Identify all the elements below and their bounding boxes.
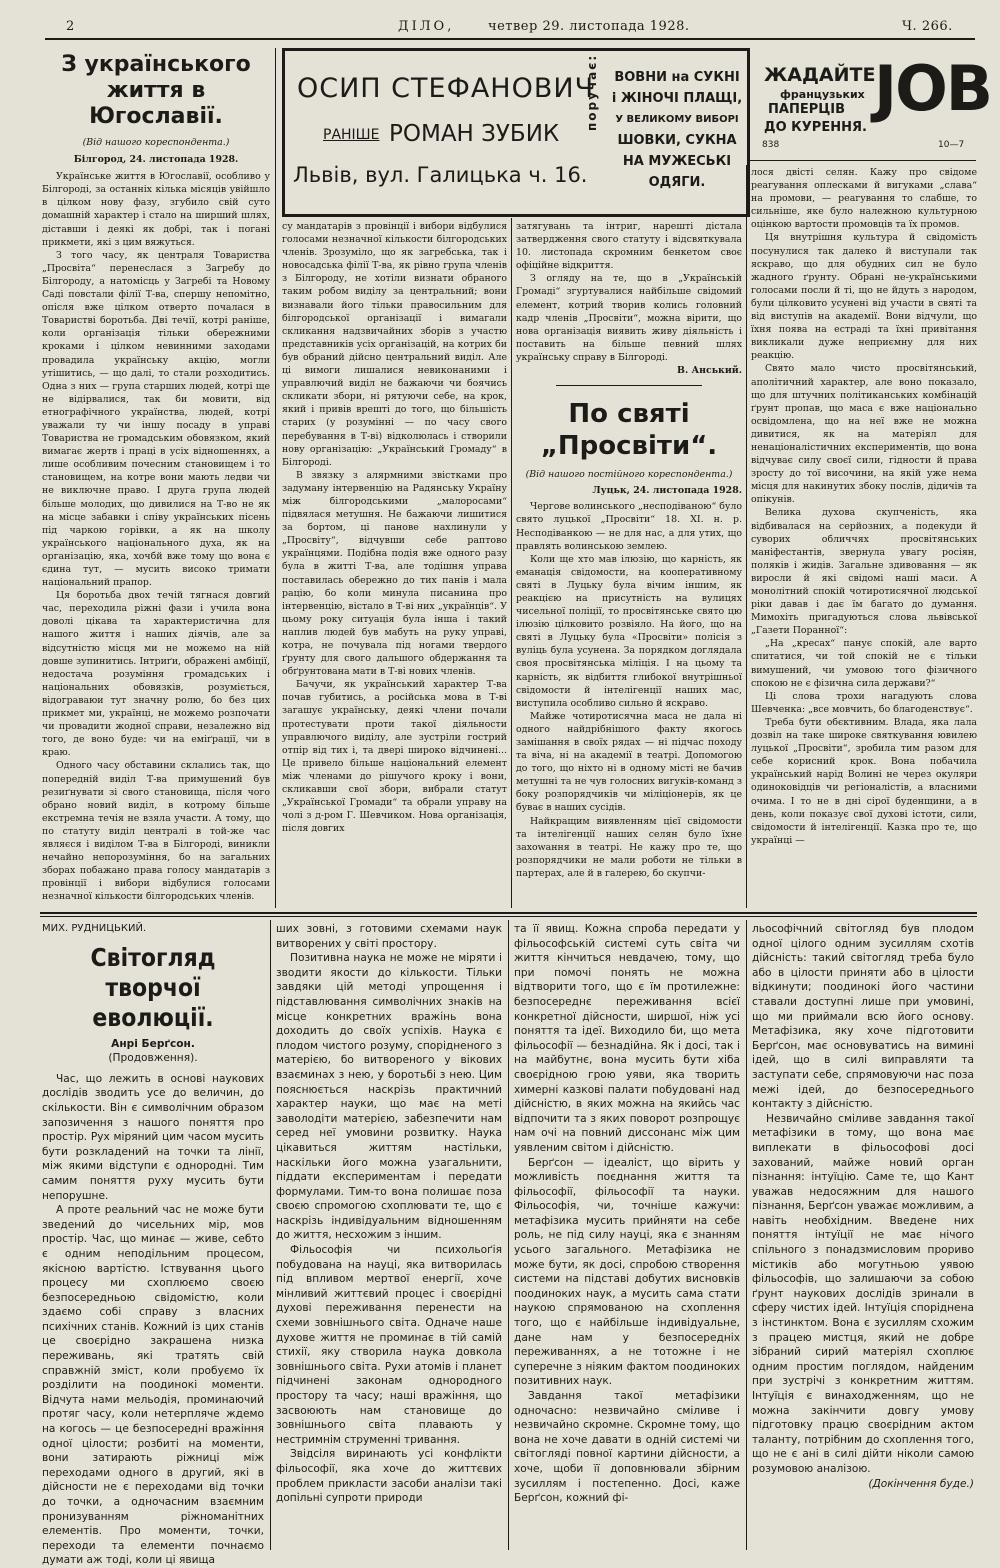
paragraph: Чергове волинського „несподіваною“ було свято луцької „Просвіти“ 18. XI. н. р. Несподіванкою — не для нас, а для утих, що правлять волинською землею. [516,501,742,552]
paragraph: лося двісті селян. Кажу про свідоме реагування оплесками й вигуками „слава“ на промови, — реагування то слабше, то сильніше, яке було належною культурною оцінкою вартости промовців та їх промов. [751,167,977,231]
paragraph: Час, що лежить в основі наукових дослідів зводить усе до величин, до скількости. Він є символічним образом запозичення з нашого поняття про простір. Рух міряний цим часом мусить бути розкладений на точки та лінії, між якими відступи є однородні. Тим самим поняття руху мусить бути непорушне. [42,1072,264,1202]
paper-name: ДІЛО, [398,19,455,34]
bergson-column-2 [276,922,502,1552]
paragraph: Майже чотиротисячна маса не дала ні одного найдрібнішого факту якогось замішання в своїх рядах — ні підчас походу та віча, ні на академії в театрі. Допомогою до того, що ніхто ні в одному місті не бачив метушні та не чув голосних вигуків-команд з боку розпорядчиків чи міліціонерів, як це буває в наших сусідів. [516,710,742,814]
paragraph: А проте реальний час не може бути зведений до чисельних мір, мов простір. Час, що минає — живе, себто є одним неподільним процесом, якісною вартістю. Іствування цього процесу ми схоплюємо своєю безпосередньою свідомістю, коли здаємо собі справу з власних психічних станів. Кожний із цих станів це своєрідно закрашена низка переживань, які тратять свій справжній зміст, коли пробуємо їх розділити на поодинокі моменти. Відчута нами мельодія, проминаючий протяг часу, коли нетерпляче ждемо на когось — це безпосередні вражіння одної цілости; розбиті на моменти, вони затирають ріжниці між переходами одного в другий, які в дійсности не є переходами від точки до точки, а одночасним взаємним пронизуванням ріжноманітних елементів. Про моменти, точки, переходи та елементи почнаємо думати аж тоді, коли ці явища [42,1204,264,1567]
column-rule [270,920,271,1550]
bergson-column-4 [752,922,974,1552]
paragraph: Позитивна наука не може не міряти і зводити якости до кількости. Тільки завдяки цій методі упрощення і підставлювання символічних знаків на місце конкретних вражінь вона доходить до своїх успіхів. Наука є плодом чистого розуму, спорідненого з матерією, бо витвореного у вікових взаєминах з нею, у боротьбі з нею. Цим пояснюється наскрізь практичний характер науки, що має на меті заволодіти матерією, забезпечити нам серед неї умовини розвитку. Наука цікавиться життям настільки, наскільки його можна узагальнити, піддати експериментам і передати формулами. Тим-то вона полишає поза своєю спромогою схоплювати те, що є наскрізь індивідуальним відношенням до життя, несхожим з іншим. [276,952,502,1242]
article-bergson-author: МИХ. РУДНИЦЬКИЙ. [42,923,147,934]
ad-job [752,50,992,160]
paragraph: Велика духова скупченість, яка відбивалася на серйозних, а подекуди й суворих обличчях просвітянських маніфестантів, звернула увагу росіян, поляків і жидів. Загальне здивовання — як виросли й які свідомі наші маси. А монолітний спокій чотиротисячної людської ріки давав і дає їм багато до думання. Мимохіть пригадуються слова львівської „Газети Поранної“: [751,507,977,637]
paragraph: Одного часу обставини склались так, що попередній виділ Т-ва примушений був резиґнувати зі свого становища, після чого обрано новий виділ, в котрому більше екстремна течія не взяла участи. А тому, що по статуту виділ централі в той-же час являєся і виділом Т-ва в Білгороді, виникли нечайно непорозуміння, бо на загальних зборах побажано права голосу мандатарів з провінції і вибори відбулися голосами незначної кількости білгородських членів. [42,760,270,903]
header-rule [45,38,975,40]
ad-goods-line: і ЖІНОЧІ ПЛАЩІ, [611,91,743,106]
article-yugoslavia-continued [282,220,507,905]
article-yugoslavia-title: З українського життя в Югославії. [61,52,251,129]
paragraph: Завдання такої метафізики одночасно: незвичайно сміливе і незвичайно скромне. Скромне тому, що вона не хоче давати в одній системі чи світогляді повної картини дійсности, а хоче, щоби її доповнювали збірним зусиллям і постепенно. Досі, каже Берґсон, кожний фі- [514,1390,740,1505]
paragraph: Треба бути обєктивним. Влада, яка лала дозвіл на таке широке святкування ювилею луцької „Просвіти“, зробила тим разом для себе корисний крок. Вона побачила український нарід Волині не через окуляри одиноковідців чи регіоналістів, а власними очима. І то не в дні сірої буденщини, а в день, коли показує свої духові істоти, сили, свідомости й інтелігенції. Казка про те, що українці — [751,716,977,846]
article-bergson-title: Світогляд творчої еволюції. [90,942,216,1032]
divider [556,385,702,386]
column-rule [508,920,509,1550]
ad-stefanovych-address: Львів, вул. Галицька ч. 16. [293,163,588,187]
paragraph: Берґсон — ідеаліст, що вірить у можливість поєднання життя та фільософії, фільософії та науки. Фільософія, чи, точніше кажучи: метафізика мусить прийняти на себе роль, не під силу науці, яка є знанням усього загального. Метафізика не може бути, як досі, спробою створення системи на підставі добутих висновків поодиноких наук, а мусить сама стати наукою спрямованою на схоплення того, що є найбільше індивідуальне, дане нам у безпосередніх переживаннях, а не тотожне і не суперечне з ніяким фактом поодиноких позитивних наук. [514,1156,740,1388]
paragraph: Фільософія чи психольоґія побудована на науці, яка витворилась під впливом мертвої енергії, хоче мінливий життєвий процес і своєрідні духові переживання перенести на схеми зовнішнього світа. Одначе наше духове життя не проминає в тій самій стихії, яку створила наука довкола зовнішнього світа. Рухи атомів і планет підчинені законам однородного простору та часу; наші вражіння, що засвоюють нам становище до зовнішнього світа плавають у нестримнім струменні тривання. [276,1244,502,1446]
paragraph: Ці слова трохи нагадують слова Шевченка: „все мовчить, бо благоденствує“. [751,690,977,715]
article-prosvita-subtitle: (Від нашого постійного кореспондента.) [525,469,733,481]
column-rule [511,218,512,908]
article-bergson-subject: Анрі Берґсон. [111,1037,195,1050]
ad-goods-line: ШОВКИ, СУКНА [617,133,737,148]
paragraph: З того часу, як централя Товариства „Просвіта“ перенеслася з Загребу до Білгороду, а натомісць у Загребі та Новому Саді повстали філії Т-ва, спершу непомітно, опісля вже цілком отверто почалася в Товаристві боротьба. Дві течії, котрі раніше, коли організація тільки обережними кроками і цілком невинними заходами провадила українську акцію, могли утішитись, — що далі, то стали розходитись. Одна з них — група старших людей, котрі ще не відірвалися, так би мовити, від етнографічного українства, людей, котрі уважали ту чи іншу посаду в управі Товариства не громадським обовязком, який вимагає жертв і праці в усіх відношеннях, а лише особливим почесним становищем і то становищем, на котре вони мають ледви чи не виключне право. І друга група людей більше молодих, що дивилися на Т-во не як на місце забавки і співу українських пісень під чаркою горівки, а як на школу українського національного духа, як на організацію, яка, хочбй вже тому що вона є єдина тут, — мусить високо тримати національний прапор. [42,249,270,589]
ad-job-line3: ПАПЕРЦІВ [768,102,846,117]
ad-stefanovych-formerly-label: РАНІШЕ [323,127,380,143]
article-yugoslavia-dateline: Білгород, 24. листопада 1928. [73,154,239,166]
ad-goods-line: ВОВНИ на СУКНІ [614,70,740,85]
ad-rule [750,160,976,161]
ad-stefanovych [282,48,750,217]
ad-stefanovych-vertical: поручає: [585,53,599,131]
article-bergson [42,922,264,1567]
ad-goods-line: НА МУЖЕСЬКІ [622,154,732,169]
ad-job-brand: JOB [874,52,992,125]
paragraph: та її явищ. Кожна спроба передати у фільософській системі суть світа чи життя кінчиться невдачею, тому, що при помочі понять не можна відтворити того, що є їм протилежне: безпосереднє переживання всієї конкретної дійсности, ширшої, ніж усі поняття та ідеї. Виходило би, що мета фільософії — безнадійна. Як і досі, так і на майбутнє, вона мусить бути хіба своєрідною грою уяви, яка творить химерні казкові палати побудовані над дійсністю, в яких можна на якийсь час відпочити та з яких поворот розпрощує нам очі на повний дисcонанс між цим уявленим світом і дійсністю. [514,923,740,1154]
column-rule [746,920,747,1550]
paragraph: затягувань та інтриг, нарешті дістала затвердження свого статуту і відсвяткувала 10. листопада скромним бенкетом своє офіційне відкриття. [516,221,742,272]
ad-job-code-right: 10—7 [938,140,965,150]
article-prosvita-title: По святі „Просвіти“. [540,399,718,462]
ad-stefanovych-formerly-name: РОМАН ЗУБИК [389,121,560,147]
column-rule [275,48,276,908]
ad-job-code-left: 838 [762,140,780,150]
ad-bottom-rule [282,215,744,216]
ad-stefanovych-goods [611,67,743,193]
paragraph: Звідсіля виринають усі конфлікти фільософії, яка хоче до життєвих проблем прикласти засоби аналізи такі допільні супроти природи [276,1448,502,1505]
ad-goods-line: ОДЯГИ. [648,175,706,190]
issue-date: четвер 29. листопада 1928. [488,19,690,34]
paragraph: З огляду на те, що в „Українській Громаді“ згуртувалися найбільше свідомий елемент, котрий творив колись головний кадр членів „Просвіти“, можна вірити, що нова організація виявить живу діяльність і поставить на більше певний шлях українську справу в Білгороді. [516,273,742,363]
paragraph: Свято мало чисто просвітянський, аполітичний характер, але воно показало, що для штучних політиканських комбінацій ґрунт пропав, що маса є вже національно освідомлена, що на неї вже не можна дивитися, як на матеріял для ненаціоналістичних експериментів, що вона відчуває силу своєї сили, гідности й права зросту до тої височини, на якій уже нема місця для накинутих збоку послів, дідичів та опікунів. [751,363,977,506]
paragraph: льософічний світогляд був плодом одної цілого одним зусиллям схотів дійсність: такий світогляд треба було або в цілости приняти або в цілости відкинути; поодинокі його частини ставали доступні лише при умовині, що ми приймали всю його основу. Метафізика, яку хоче підготовити Берґсон, має основуватись на вимині ідей, що в силі виправляти та заступати себе, спрямовуючи нас поза межі ідей, до безпосереднього контакту з дійсністю. [752,923,974,1111]
paragraph: су мандатарів з провінції і вибори відбулися голосами незначної кількости білгородських членів. Зрозуміло, що як загребська, так і новосадська філії Т-ва, як рівно група членів з Білгороду, не хотіли визнати обраного таким робом виділу за центральний; вони визнавали його тільки правосильним для білгородської організації і вимагали скликання надзвичайних зборів з участю представників усіх організацій, на котрих би був обраний дійсно центральний виділ. Але ці вимоги лишалися невиконаними і управлючий виділ не бажаючи чи боячись скликати збори, ні рятуючи себе, на крок, який і привів врешті до того, що більшість старих (у розумінні — по часу свого перебування в Т-ві) відколюлась і створили нову організацію: „Український Громаду“ в Білгороді. [282,221,507,468]
column-rule [746,165,747,908]
paragraph: Бачучи, як український характер Т-ва почав губитись, а російська мова в Т-ві загашує українську, деякі члени почали протестувати проти такої діяльности управлючого виділу, але зустріли гострий отпір від тих і, та двері широко відчинені... Це привело більше національний елемент між членами до рішучого кроку і вони, скликавши свої збори, вибрали статут „Української Громади“ та обрали управу на чолі з д-ром Г. Шевчиком. Нова організація, після довгих [282,679,507,835]
article-prosvita-dateline: Луцьк, 24. листопада 1928. [592,485,742,497]
ad-job-line2: французьких [780,88,865,101]
ad-job-line1: ЖАДАЙТЕ [764,64,876,86]
bergson-column-3 [514,922,740,1552]
continued-note: (Докінчення буде.) [868,1477,974,1490]
article-yugoslavia [42,50,270,905]
paragraph: Ця боротьба двох течій тягнася довгий час, переходила ріжні фази і учила вона доволі цікава та характеристична для нашого життя і наших діячів, але за відсутністю місця ми не можемо на ній довше зупинитись. Інтриґи, ображені амбіції, недостача розуміння громадських і національних обовязків, розуміється, відограваюи тут значну ролю, бо без цих прикмет ми, українці, не можемо розпочати чи провадити жодної справи, незалежно від того, де воно буде: чи на еміґрації, чи в краю. [42,590,270,759]
paragraph: Незвичайно сміливе завдання такої метафізики в тому, що вона має виплекати в фільософові досі захований, майже новий орган пізнання: інтуїцію. Саме те, що Кант уважав недосяжним для нашого пізнання, Берґсон уважає можливим, а навіть необхідним. Введене них поняття інтуїції не має нічого спільного з понадзмисловим прориво містиків або могутньою уявою фільософів, що залишаючи за собою ґрунт наукових дослідів зринали в сферу чистих ідей. Інтуїція споріднена з інстинктом. Вона є зусиллям схожим з працею мистця, який не добре зібраний сирий матеріял схоплює одним простим поглядом, найденим при зустрічі з конкретним життям. Інтуїція є винаходженням, що не можна закінчити довгу умову підготовку працю своєрідним актом таланту, потрібним до схоплення того, що не є ані в силі дійти ніколи самою розумовою аналізою. [752,1112,974,1475]
ad-stefanovych-name: ОСИП СТЕФАНОВИЧ [297,73,595,104]
column-4 [751,166,977,906]
issue-number: Ч. 266. [902,19,953,34]
feuilleton-rule [40,912,977,914]
paragraph: Українське життя в Югославії, особливо у Білгороді, за останніх кілька місяців увійшло в цілком нову фазу, згубило свій суто домашній характер і стало на ширший шлях, діставши і деякі як добрі, так і погані прикмети, які з цим вяжуться. [42,171,270,248]
paragraph: Коли ще хто мав ілюзію, що карність, як еманація свідомости, на кооперативному святі в Луцьку була вічим іншим, як реакцією на присутність на вулицях чисельної поліції, то просвітянське свято цю ілюзію цілковито розвіяло. На його, що на святі в Луцьку була «Просвіти» полісія з вуліць була усунена. За порядком доглядала своя просвітянська міліція. І на цьому та карність, як відбиття глибокої внутрішньої свідомости й інтелігенції наших мас, виступила особливо сильно й яскраво. [516,553,742,709]
signature: В. Анський. [677,365,742,377]
article-yugoslavia-subtitle: (Від нашого кореспондента.) [82,137,230,148]
feuilleton-rule-thin [40,916,977,917]
column-3 [516,220,742,905]
paragraph: Ця внутрішня культура й свідомість посунулися так далеко й виступали так яскраво, що для обудних сил не було жадного ґрунту. Обрані не-українськими голосами посли й ті, що не йдуть з народом, були цілковито усунені від участи в святі та від виступів на академії. Вони відчули, що їхня поява на естраді та їхні привітання викликали дуже неприємну для них реакцію. [751,232,977,362]
page-number: 2 [66,19,75,34]
ad-job-line4: ДО КУРЕННЯ. [764,120,867,135]
paragraph: „На „кресах“ панує спокій, але варто спитатися, чи той спокій не є тільки вимушений, чи умовою того фізичного спокою не є фізична сила держави?“ [751,638,977,689]
article-bergson-continued: (Продовження). [108,1052,198,1065]
paragraph: В звязку з алярмними звістками про задуману інтервенцію на Радянську Україну між білгородськими „малоросами“ підвялася метушня. Не бажаючи лишитися за бортом, ці панове нахлинули у „Просвіту“, відчувши себе раптово українцями. Подібна подія вже одного разу була в житті Т-ва, але тодішня управа поставилась обережно до тих панів і мала рацію, бо коли минула писанина про інтервенцію, вістало в Т-ві них „українців“. У цьому року ситуація була інша і такий наплив людей був мабуть на руку управі, котра, не почувала під ногами твердого ґрунту для свого дальшого обдержання та обґрунтована мати в Т-ві нових членів. [282,469,507,678]
paragraph: ших зовні, з готовими схемами наук витворених у світі простору. [276,923,502,950]
ad-goods-line: У ВЕЛИКОМУ ВИБОРІ [615,114,739,125]
paragraph: Найкращим виявленням цієї свідомости та інтелігенції наших селян було їхне захowання в театрі. Не кажу про те, що розпорядчики не мали роботи не тільки в партерах, але й в галерею, бо скупчи- [516,815,742,879]
